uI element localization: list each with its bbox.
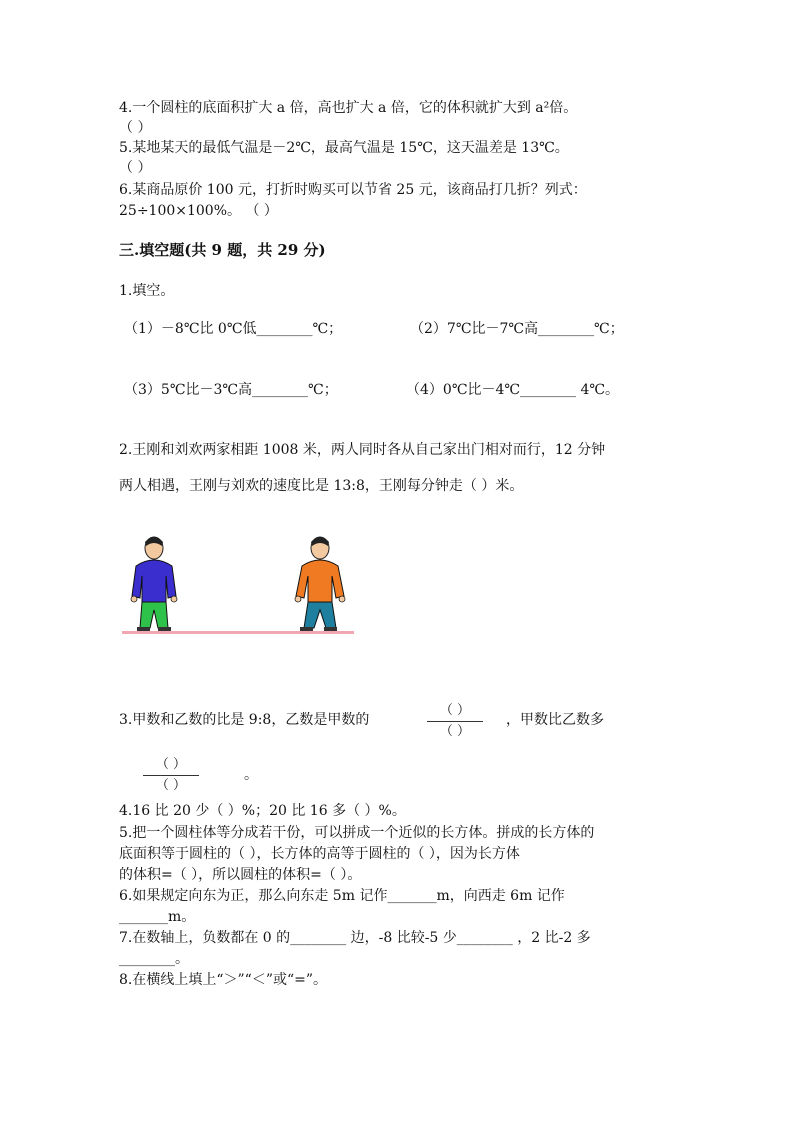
q4-text[interactable]: 4.16 比 20 少（ ）%；20 比 16 多（ ）%。: [119, 803, 406, 819]
judge-q5-line1: 5.某地某天的最低气温是－2℃，最高气温是 15℃，这天温差是 13℃。: [119, 140, 569, 156]
q3-frac2-numerator[interactable]: （ ）: [155, 757, 187, 772]
fraction-bar: [143, 775, 199, 776]
q3-frac1-numerator[interactable]: （ ）: [439, 703, 471, 718]
judge-q6-line2[interactable]: 25÷100×100%。 （ ）: [119, 203, 278, 219]
q1-b[interactable]: （2）7℃比－7℃高________℃；: [410, 321, 624, 337]
q3-fraction-2[interactable]: [143, 757, 199, 794]
q8-text: 8.在横线上填上“＞”“＜”或“=”。: [119, 972, 328, 988]
ground-line: [122, 631, 354, 634]
person-wang-gang: [131, 537, 177, 631]
section-title: 三.填空题(共 9 题，共 29 分): [119, 241, 326, 259]
q2-line2[interactable]: 两人相遇，王刚与刘欢的速度比是 13:8，王刚每分钟走（ ）米。: [119, 478, 524, 494]
q3-frac1-denominator[interactable]: （ ）: [439, 724, 471, 739]
judge-q4-line1: 4.一个圆柱的底面积扩大 a 倍，高也扩大 a 倍，它的体积就扩大到 a²倍。: [119, 100, 578, 116]
q1-title: 1.填空。: [119, 283, 175, 299]
q5-line2[interactable]: 底面积等于圆柱的（ ），长方体的高等于圆柱的（ ），因为长方体: [119, 846, 520, 862]
q5-line3[interactable]: 的体积=（ ），所以圆柱的体积=（ ）。: [119, 867, 362, 883]
q3-end: 。: [244, 767, 258, 783]
q3-fraction-1[interactable]: [427, 703, 483, 740]
fraction-bar: [427, 721, 483, 722]
q1-c[interactable]: （3）5℃比－3℃高________℃；: [124, 382, 338, 398]
two-people-figure: [118, 532, 358, 640]
q1-a[interactable]: （1）－8℃比 0℃低________℃；: [124, 321, 343, 337]
q7-line1[interactable]: 7.在数轴上，负数都在 0 的________ 边，-8 比较-5 少________ ，2 比-2 多: [119, 930, 591, 946]
q6-line1[interactable]: 6.如果规定向东为正，那么向东走 5m 记作_______m，向西走 6m 记作: [119, 888, 565, 904]
q7-line2[interactable]: ________。: [119, 951, 189, 967]
q3-frac2-denominator[interactable]: （ ）: [155, 778, 187, 793]
q5-line1: 5.把一个圆柱体等分成若干份，可以拼成一个近似的长方体。拼成的长方体的: [119, 825, 595, 841]
q6-line2[interactable]: _______m。: [119, 909, 196, 925]
q3-pre: 3.甲数和乙数的比是 9:8，乙数是甲数的: [119, 712, 370, 728]
q1-d[interactable]: （4）0℃比－4℃________ 4℃。: [406, 382, 620, 398]
person-liu-huan: [295, 537, 345, 631]
judge-q6-line1: 6.某商品原价 100 元，打折时购买可以节省 25 元，该商品打几折？列式：: [119, 182, 587, 198]
judge-q5-answer[interactable]: （ ）: [119, 160, 152, 176]
q3-mid: ，甲数比乙数多: [506, 712, 604, 728]
q2-line1: 2.王刚和刘欢两家相距 1008 米，两人同时各从自己家出门相对而行，12 分钟: [119, 442, 606, 458]
judge-q4-answer[interactable]: （ ）: [119, 120, 152, 136]
